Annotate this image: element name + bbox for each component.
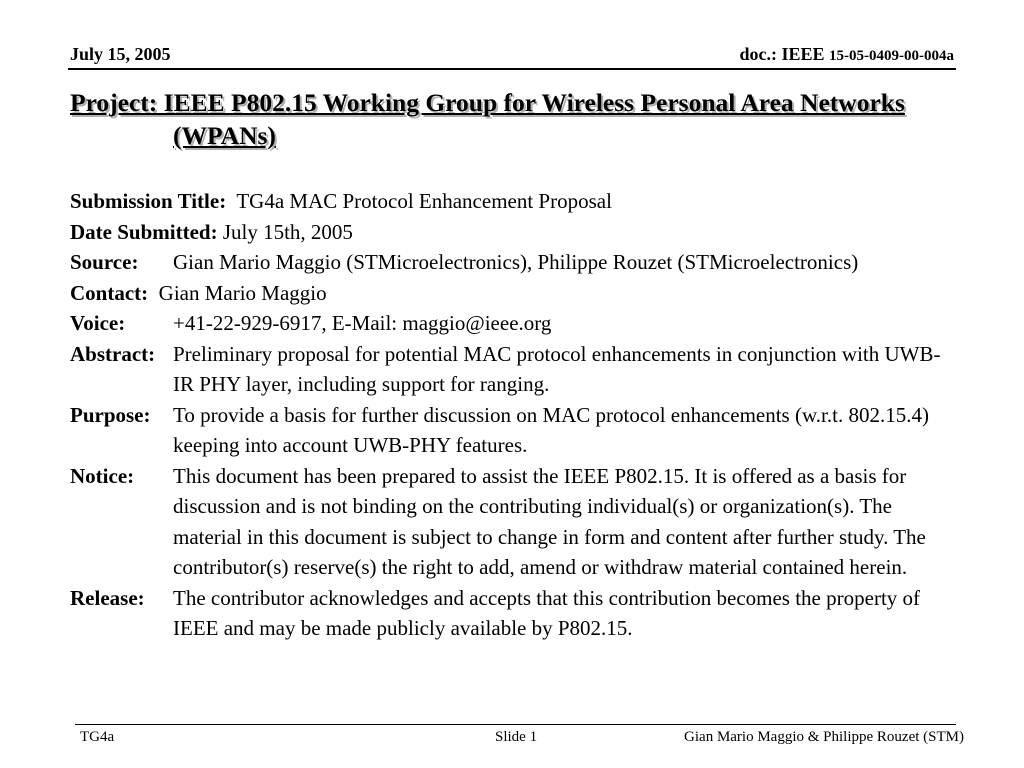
field-voice — [70, 308, 950, 339]
footer-divider — [75, 724, 956, 725]
field-source — [70, 247, 950, 278]
footer-authors: Gian Mario Maggio & Philippe Rouzet (STM) — [684, 729, 964, 745]
field-value: Gian Mario Maggio — [158, 280, 327, 305]
field-label: Purpose: — [70, 402, 151, 427]
field-contact — [70, 278, 950, 309]
field-value: July 15th, 2005 — [222, 219, 353, 244]
field-label: Release: — [70, 585, 145, 610]
footer-slide-number: Slide 1 — [495, 729, 538, 745]
project-title: Project: IEEE P802.15 Working Group for Wireless Personal Area Networks (WPANs) — [70, 88, 905, 150]
field-value: Gian Mario Maggio (STMicroelectronics), Philippe Rouzet (STMicroelectronics) — [173, 250, 859, 274]
field-label: Contact: — [70, 280, 149, 305]
field-notice — [70, 461, 950, 583]
field-label: Abstract: — [70, 341, 156, 366]
header-date: July 15, 2005 — [70, 44, 171, 64]
field-label: Date Submitted: — [70, 219, 218, 244]
field-label: Voice: — [70, 311, 126, 335]
field-submission-title — [70, 186, 950, 217]
submission-fields — [70, 186, 950, 644]
field-release — [70, 583, 950, 644]
header-divider — [68, 68, 956, 70]
header-doc-prefix: doc.: IEEE — [739, 44, 825, 64]
field-value: +41-22-929-6917, E-Mail: maggio@ieee.org — [173, 311, 552, 335]
field-date-submitted — [70, 217, 950, 248]
footer-group: TG4a — [80, 729, 115, 745]
field-purpose — [70, 400, 950, 461]
field-value: This document has been prepared to assist the IEEE P802.15. It is offered as a basis for discussion and is not binding on the contributing individual(s) or organization(s). The material in this document is subject to change in form and content after further study. The contributor(s) reserve(s) the right to add, amend or withdraw material contained herein. — [173, 463, 926, 579]
field-label: Submission Title: — [70, 189, 227, 213]
field-value: Preliminary proposal for potential MAC protocol enhancements in conjunction with UWB-IR PHY layer, including support for ranging. — [173, 341, 941, 396]
field-value: The contributor acknowledges and accepts that this contribution becomes the property of IEEE and may be made publicly available by P802.15. — [173, 585, 921, 640]
field-abstract — [70, 339, 950, 400]
field-label: Source: — [70, 250, 139, 274]
field-value: To provide a basis for further discussion on MAC protocol enhancements (w.r.t. 802.15.4) keeping into account UWB-PHY features. — [173, 402, 929, 457]
field-label: Notice: — [70, 463, 135, 488]
field-value: TG4a MAC Protocol Enhancement Proposal — [236, 189, 612, 213]
header-doc-id — [739, 44, 954, 65]
header-doc-number: 15-05-0409-00-004a — [829, 48, 954, 64]
